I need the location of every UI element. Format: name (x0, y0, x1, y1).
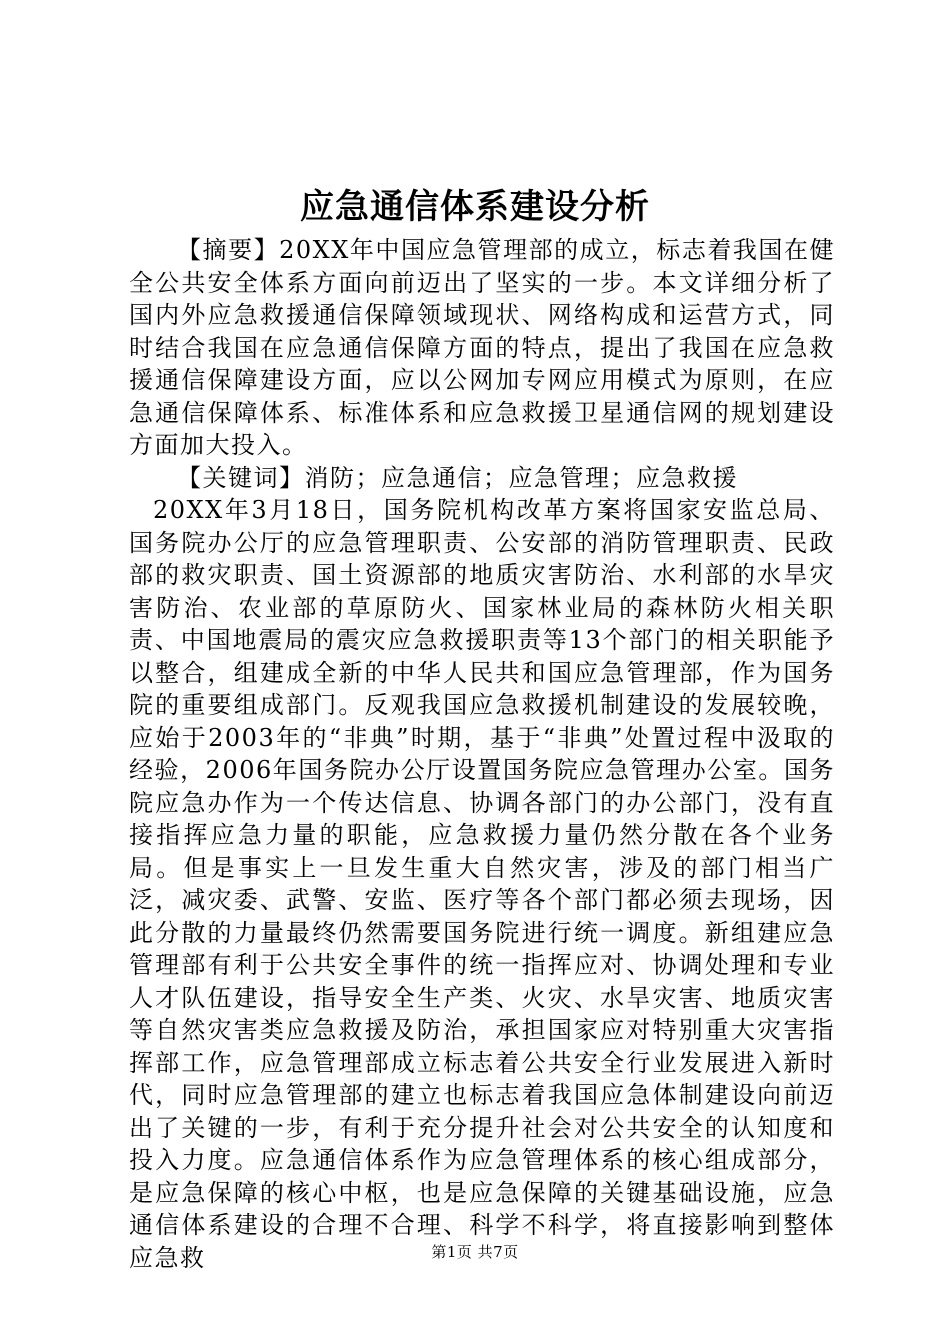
page-number: 第1页 共7页 (431, 1243, 519, 1261)
abstract-paragraph: 【摘要】20XX年中国应急管理部的成立，标志着我国在健全公共安全体系方面向前迈出了坚实的一步。本文详细分析了国内外应急救援通信保障领域现状、网络构成和运营方式，同时结合我国在应急通信保障方面的特点，提出了我国在应急救援通信保障建设方面，应以公网加专网应用模式为原则，在应急通信保障体系、标准体系和应急救援卫星通信网的规划建设方面加大投入。 (129, 236, 835, 459)
document-body (129, 234, 835, 1274)
document-title: 应急通信体系建设分析 (300, 187, 650, 227)
body-paragraph: 20XX年3月18日，国务院机构改革方案将国家安监总局、国务院办公厅的应急管理职责、公安部的消防管理职责、民政部的救灾职责、国土资源部的地质灾害防治、水利部的水旱灾害防治、农业部的草原防火、国家林业局的森林防火相关职责、中国地震局的震灾应急救援职责等13个部门的相关职能予以整合，组建成全新的中华人民共和国应急管理部，作为国务院的重要组成部门。反观我国应急救援机制建设的发展较晚，应始于2003年的“非典”时期，基于“非典”处置过程中汲取的经验，2006年国务院办公厅设置国务院应急管理办公室。国务院应急办作为一个传达信息、协调各部门的办公部门，没有直接指挥应急力量的职能，应急救援力量仍然分散在各个业务局。但是事实上一旦发生重大自然灾害，涉及的部门相当广泛，减灾委、武警、安监、医疗等各个部门都必须去现场，因此分散的力量最终仍然需要国务院进行统一调度。新组建应急管理部有利于公共安全事件的统一指挥应对、协调处理和专业人才队伍建设，指导安全生产类、火灾、水旱灾害、地质灾害等自然灾害类应急救援及防治，承担国家应对特别重大灾害指挥部工作，应急管理部成立标志着公共安全行业发展进入新时代，同时应急管理部的建立也标志着我国应急体制建设向前迈出了关键的一步，有利于充分提升社会对公共安全的认知度和投入力度。应急通信体系作为应急管理体系的核心组成部分，是应急保障的核心中枢，也是应急保障的关键基础设施，应急通信体系建设的合理不合理、科学不科学，将直接影响到整体应急救 (129, 496, 835, 1272)
keywords-paragraph: 【关键词】消防；应急通信；应急管理；应急救援 (177, 463, 738, 492)
